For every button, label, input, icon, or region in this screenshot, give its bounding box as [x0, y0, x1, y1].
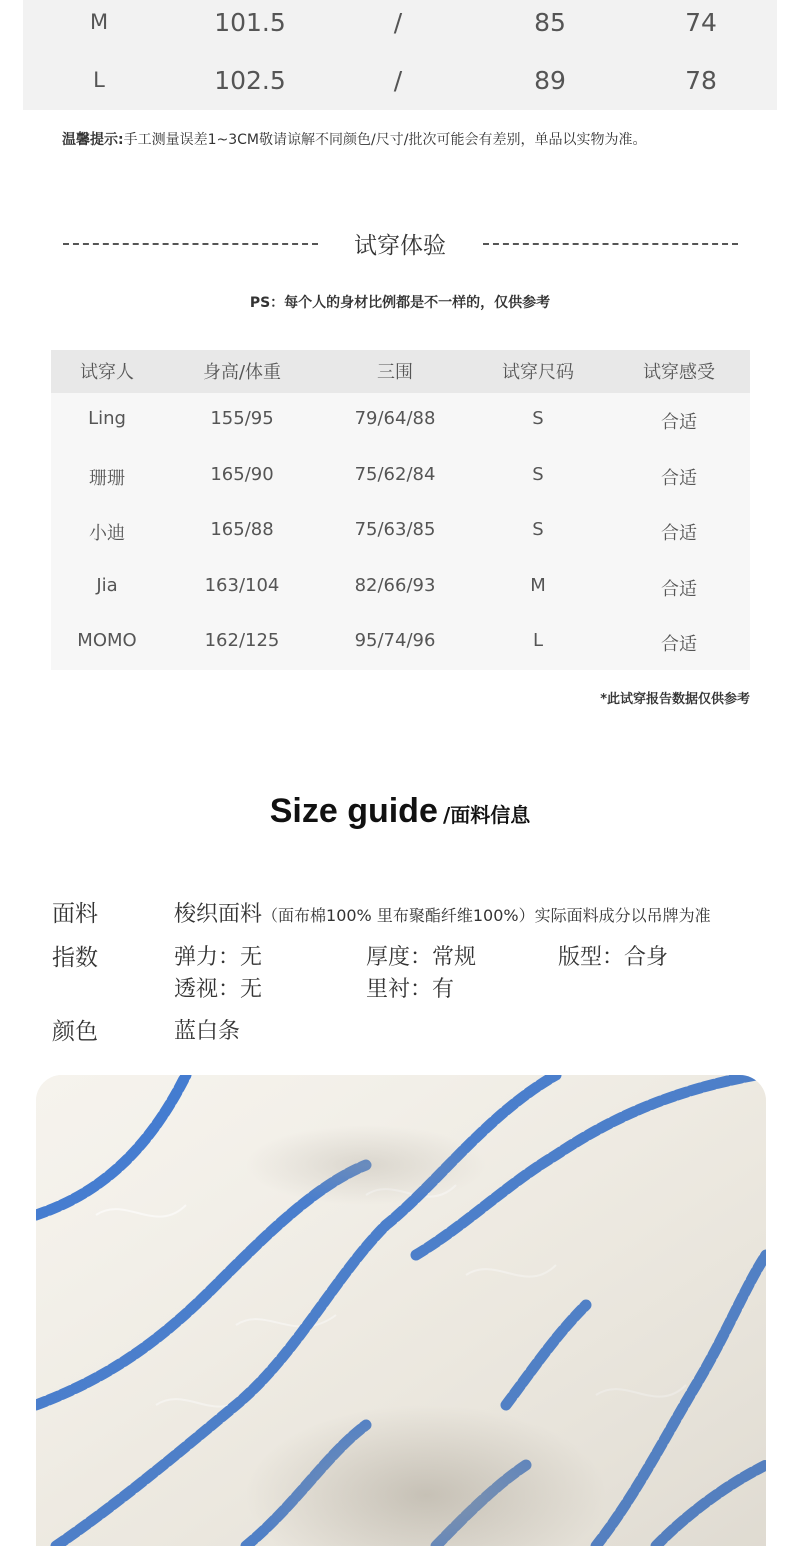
size-cell: /: [393, 7, 403, 37]
material-main: 梭织面料: [174, 902, 263, 927]
material-value: [174, 897, 711, 928]
table-cell: 162/125: [204, 630, 280, 651]
table-row: [51, 464, 750, 494]
table-row: [51, 575, 750, 605]
table-cell: 79/64/88: [354, 408, 436, 429]
column-header: 试穿人: [80, 362, 134, 383]
table-cell: 合适: [661, 579, 697, 600]
table-row: [51, 519, 750, 549]
size-cell: 89: [534, 65, 566, 95]
sheer-value: 透视：无: [174, 977, 263, 1002]
table-cell: MOMO: [77, 630, 137, 651]
column-header: 试穿感受: [643, 362, 715, 383]
table-cell: S: [532, 408, 544, 429]
material-composition: （面布棉100% 里布聚酯纤维100%）: [262, 906, 535, 925]
fitting-note: PS：每个人的身材比例都是不一样的，仅供参考: [249, 295, 551, 311]
thickness-value: 厚度：常规: [366, 945, 477, 970]
size-guide-subtitle: /面料信息: [442, 803, 531, 827]
size-cell: M: [89, 10, 109, 34]
fit-value: 版型：合身: [558, 945, 669, 970]
size-cell: /: [393, 65, 403, 95]
index-label: 指数: [52, 945, 98, 971]
column-header: 试穿尺码: [502, 362, 574, 383]
table-cell: L: [532, 630, 544, 651]
table-cell: S: [532, 464, 544, 485]
fitting-title: 试穿体验: [354, 233, 446, 259]
table-cell: 合适: [661, 523, 697, 544]
lining-value: 里衬：有: [366, 977, 455, 1002]
fitting-table-header: [51, 350, 750, 393]
color-label: 颜色: [52, 1019, 98, 1045]
table-cell: 合适: [661, 634, 697, 655]
table-cell: M: [530, 575, 546, 596]
fitting-footnote: *此试穿报告数据仅供参考: [600, 692, 750, 707]
table-cell: 小迪: [89, 523, 125, 544]
size-guide-heading: [0, 792, 800, 831]
table-cell: 合适: [661, 468, 697, 489]
color-value: 蓝白条: [174, 1019, 241, 1044]
warm-tip: [62, 129, 646, 149]
size-cell: L: [93, 68, 105, 92]
size-cell: 102.5: [214, 65, 286, 95]
table-cell: 155/95: [210, 408, 274, 429]
size-table: [23, 0, 777, 110]
material-note: 实际面料成分以吊牌为准: [534, 906, 711, 925]
material-label: 面料: [52, 901, 98, 927]
table-row: [51, 630, 750, 660]
elasticity-value: 弹力：无: [174, 945, 263, 970]
size-guide-title: Size guide: [269, 792, 438, 830]
table-cell: S: [532, 519, 544, 540]
size-cell: 85: [534, 7, 566, 37]
table-cell: Ling: [88, 408, 126, 429]
table-cell: 珊珊: [89, 468, 125, 489]
table-cell: 165/90: [210, 464, 274, 485]
warm-tip-label: 温馨提示:: [62, 132, 124, 148]
warm-tip-text: 手工测量误差1~3CM敬请谅解不同颜色/尺寸/批次可能会有差别，单品以实物为准。: [123, 132, 647, 148]
table-cell: Jia: [96, 575, 118, 596]
table-cell: 75/63/85: [354, 519, 436, 540]
column-header: 身高/体重: [202, 362, 282, 383]
table-cell: 95/74/96: [354, 630, 436, 651]
table-row: [51, 408, 750, 438]
table-cell: 163/104: [204, 575, 280, 596]
fitting-table: [51, 350, 750, 670]
size-row-m: [23, 2, 777, 42]
table-cell: 82/66/93: [354, 575, 436, 596]
size-cell: 74: [685, 7, 717, 37]
table-cell: 165/88: [210, 519, 274, 540]
fabric-stripe-image: [36, 1075, 766, 1546]
fabric-photo: [36, 1075, 766, 1546]
size-cell: 78: [685, 65, 717, 95]
table-cell: 合适: [661, 412, 697, 433]
size-row-l: [23, 60, 777, 100]
size-cell: 101.5: [214, 7, 286, 37]
table-cell: 75/62/84: [354, 464, 436, 485]
column-header: 三围: [377, 362, 413, 383]
